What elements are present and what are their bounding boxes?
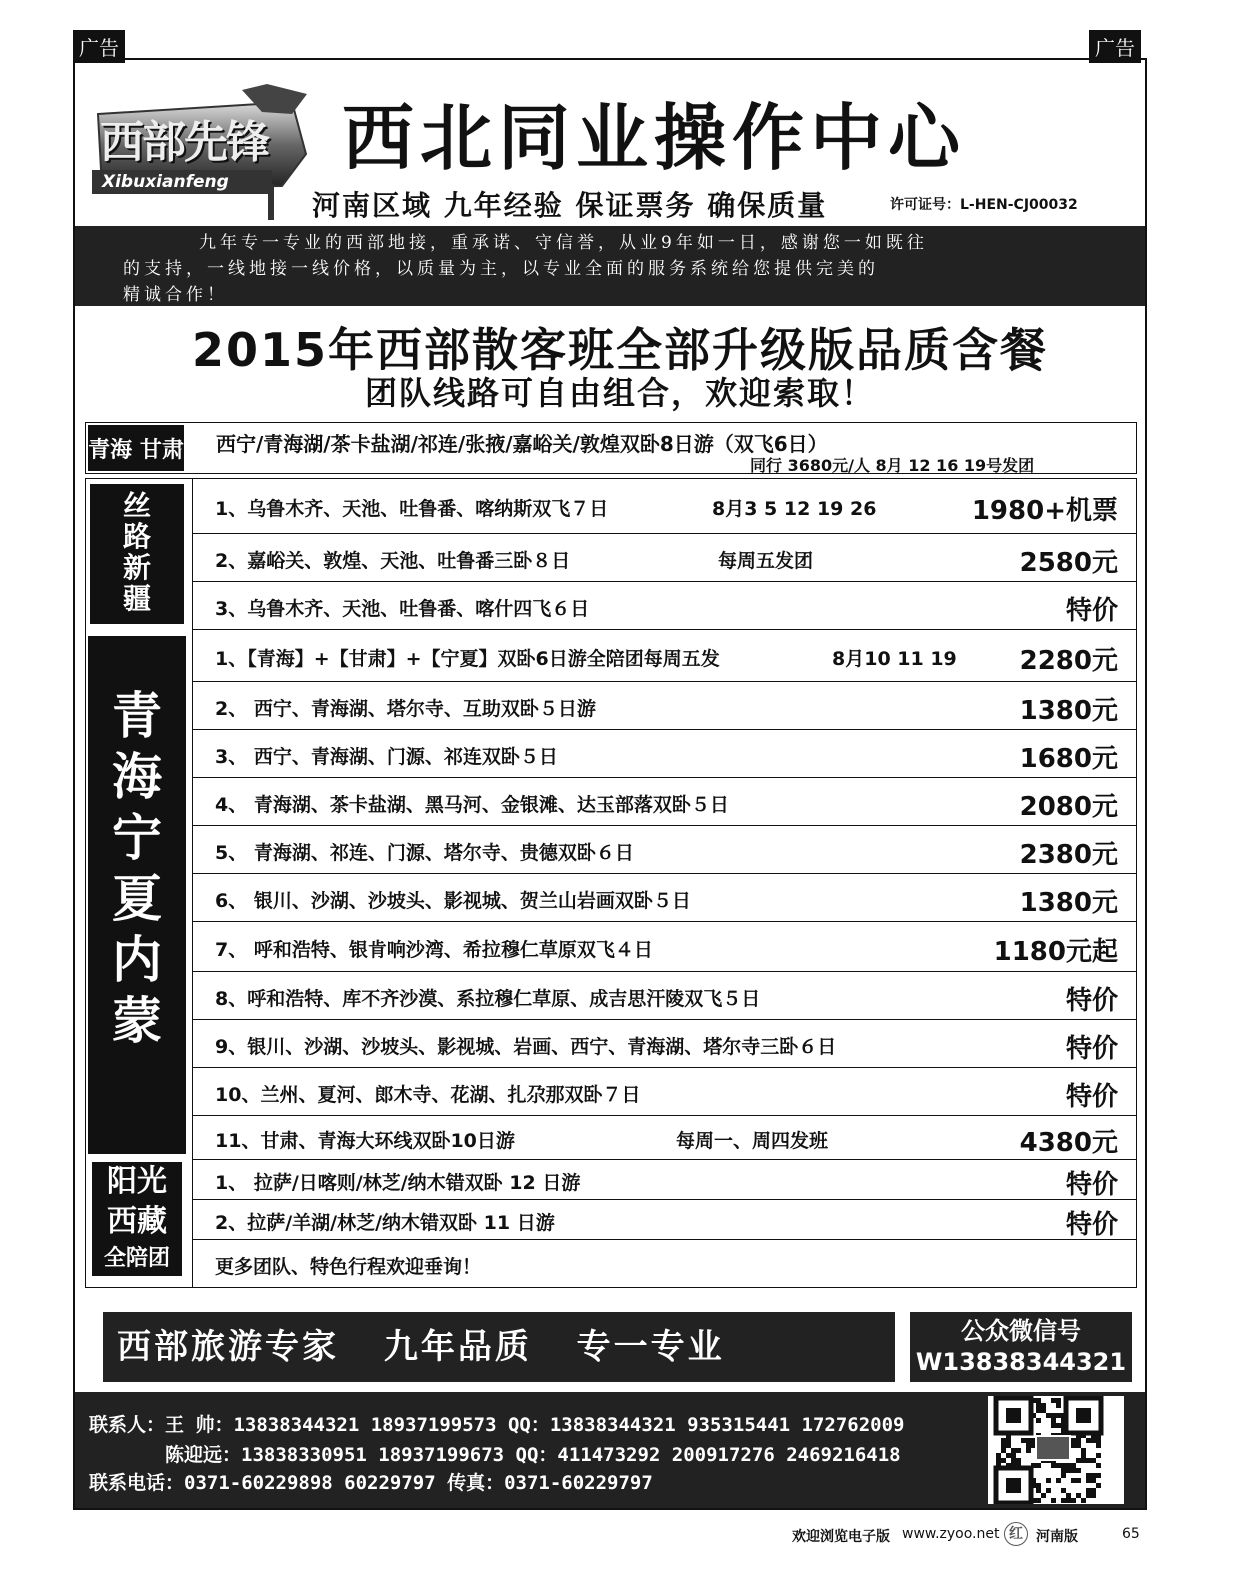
headline: 2015年西部散客班全部升级版品质含餐 xyxy=(191,323,1049,377)
footer-browse: 欢迎浏览电子版 xyxy=(792,1529,890,1545)
section-label-char: 蒙 xyxy=(112,992,162,1050)
route-price: 1180元起 xyxy=(993,937,1118,967)
contact-panel xyxy=(75,1392,1145,1508)
route-row xyxy=(193,478,1136,534)
route-price: 2580元 xyxy=(1019,548,1118,578)
route-name: 9、银川、沙湖、沙坡头、影视城、岩画、西宁、青海湖、塔尔寺三卧６日 xyxy=(215,1036,837,1058)
qr-code-icon xyxy=(988,1396,1124,1504)
intro-banner xyxy=(75,226,1145,306)
qinghai-gansu-detail: 同行 3680元/人 8月 12 16 19号发团 xyxy=(750,456,1035,475)
page-number: 65 xyxy=(1122,1526,1140,1542)
section-label-line: 西藏 xyxy=(107,1204,167,1239)
route-departure: 每周五发团 xyxy=(718,550,814,572)
route-departure: 8月10 11 19 xyxy=(832,648,957,670)
section-label-char: 宁 xyxy=(112,809,162,867)
contact-line: 陈迎远：13838330951 18937199673 QQ：411473292 200917276 2469216418 xyxy=(165,1444,901,1466)
route-row xyxy=(193,534,1136,582)
route-row xyxy=(193,1068,1136,1116)
route-name: 11、甘肃、青海大环线双卧10日游 xyxy=(215,1130,515,1152)
route-price: 1380元 xyxy=(1019,888,1118,918)
intro-line: 精诚合作！ xyxy=(123,285,228,305)
route-price: 特价 xyxy=(1065,986,1118,1016)
contact-line: 联系电话：0371-60229898 60229797 传真：0371-60229797 xyxy=(89,1472,653,1494)
wechat-label: 公众微信号 xyxy=(961,1317,1081,1345)
route-name: 3、 西宁、青海湖、门源、祁连双卧５日 xyxy=(215,746,558,768)
intro-line: 九年专一专业的西部地接，重承诺、守信誉，从业9年如一日，感谢您一如既往 xyxy=(199,233,928,253)
contact-line: 联系人：王 帅：13838344321 18937199573 QQ：13838344321 935315441 172762009 xyxy=(89,1414,905,1436)
slogan: 河南区域 九年经验 保证票务 确保质量 xyxy=(312,189,828,222)
intro-line: 的支持，一线地接一线价格，以质量为主，以专业全面的服务系统给您提供完美的 xyxy=(123,259,879,279)
wechat-id: W13838344321 xyxy=(915,1348,1127,1376)
qinghai-gansu-route: 西宁/青海湖/茶卡盐湖/祁连/张掖/嘉峪关/敦煌双卧8日游（双飞6日） xyxy=(216,432,828,456)
route-name: 更多团队、特色行程欢迎垂询！ xyxy=(215,1256,482,1278)
route-row xyxy=(193,1160,1136,1200)
logo-en-text: Xibuxianfeng xyxy=(102,172,229,192)
route-name: 7、 呼和浩特、银肯响沙湾、希拉穆仁草原双飞４日 xyxy=(215,939,653,961)
section-label-char: 内 xyxy=(112,931,162,989)
main-title: 西北同业操作中心 xyxy=(342,96,967,180)
subheadline: 团队线路可自由组合，欢迎索取！ xyxy=(364,374,875,412)
logo-cn-text: 西部先锋 xyxy=(100,117,268,168)
route-price: 特价 xyxy=(1065,596,1118,626)
route-row xyxy=(193,826,1136,874)
route-name: 6、 银川、沙湖、沙坡头、影视城、贺兰山岩画双卧５日 xyxy=(215,890,691,912)
route-departure: 每周一、周四发班 xyxy=(676,1130,829,1152)
route-price: 1680元 xyxy=(1019,744,1118,774)
route-row xyxy=(193,582,1136,630)
route-price: 4380元 xyxy=(1019,1128,1118,1158)
route-row xyxy=(193,778,1136,826)
section-label-xinjiang xyxy=(90,484,184,624)
route-row xyxy=(193,1116,1136,1160)
route-name: 10、兰州、夏河、郎木寺、花湖、扎尕那双卧７日 xyxy=(215,1084,641,1106)
section-label-line: 阳光 xyxy=(107,1164,167,1199)
route-row xyxy=(193,922,1136,972)
route-price: 1380元 xyxy=(1019,696,1118,726)
route-name: 1、乌鲁木齐、天池、吐鲁番、喀纳斯双飞７日 xyxy=(215,498,609,520)
route-name: 5、 青海湖、祁连、门源、塔尔寺、贵德双卧６日 xyxy=(215,842,634,864)
ad-tag-left: 广告 xyxy=(73,30,125,63)
route-price: 特价 xyxy=(1065,1082,1118,1112)
footer-mark-icon: 红 xyxy=(1004,1522,1028,1546)
route-name: 8、呼和浩特、库不齐沙漠、系拉穆仁草原、成吉思汗陵双飞５日 xyxy=(215,988,761,1010)
route-row xyxy=(193,730,1136,778)
route-price: 2080元 xyxy=(1019,792,1118,822)
section-label-char: 丝 xyxy=(122,489,151,522)
qinghai-gansu-label: 青海 甘肃 xyxy=(88,425,184,471)
section-label-tibet xyxy=(88,1160,186,1282)
section-label-qinghai-ningxia xyxy=(88,636,186,1154)
route-row xyxy=(193,630,1136,682)
route-name: 4、 青海湖、茶卡盐湖、黑马河、金银滩、达玉部落双卧５日 xyxy=(215,794,729,816)
section-label-char: 疆 xyxy=(122,582,151,615)
route-name: 1、【青海】+【甘肃】+【宁夏】双卧6日游全陪团每周五发 xyxy=(215,648,720,670)
brand-logo xyxy=(92,84,314,220)
section-label-char: 路 xyxy=(122,520,151,553)
route-price: 2280元 xyxy=(1019,646,1118,676)
route-name: 1、 拉萨/日喀则/林芝/纳木错双卧 12 日游 xyxy=(215,1172,581,1194)
section-label-char: 青 xyxy=(112,687,162,745)
route-departure: 8月3 5 12 19 26 xyxy=(712,498,877,520)
route-price: 特价 xyxy=(1065,1170,1118,1200)
route-row xyxy=(193,1240,1136,1288)
route-name: 3、乌鲁木齐、天池、吐鲁番、喀什四飞６日 xyxy=(215,598,590,620)
wechat-box xyxy=(910,1312,1132,1382)
route-price: 特价 xyxy=(1065,1034,1118,1064)
license-number: 许可证号：L-HEN-CJ00032 xyxy=(890,197,1078,213)
section-label-char: 夏 xyxy=(112,870,162,928)
footer-url: www.zyoo.net xyxy=(902,1526,1000,1542)
route-name: 2、拉萨/羊湖/林芝/纳木错双卧 11 日游 xyxy=(215,1212,555,1234)
route-row xyxy=(193,972,1136,1020)
ad-tag-right: 广告 xyxy=(1089,30,1141,63)
route-price: 1980+机票 xyxy=(971,496,1118,526)
route-row xyxy=(193,1020,1136,1068)
route-row xyxy=(193,682,1136,730)
section-label-sub: 全陪团 xyxy=(103,1246,170,1271)
section-label-char: 海 xyxy=(112,748,162,806)
bottom-slogan: 西部旅游专家 九年品质 专一专业 xyxy=(103,1312,895,1382)
route-name: 2、 西宁、青海湖、塔尔寺、互助双卧５日游 xyxy=(215,698,596,720)
route-price: 2380元 xyxy=(1019,840,1118,870)
route-row xyxy=(193,1200,1136,1240)
section-label-char: 新 xyxy=(122,551,151,584)
route-name: 2、嘉峪关、敦煌、天池、吐鲁番三卧８日 xyxy=(215,550,571,572)
footer-edition: 河南版 xyxy=(1036,1529,1078,1545)
route-row xyxy=(193,874,1136,922)
route-price: 特价 xyxy=(1065,1210,1118,1240)
